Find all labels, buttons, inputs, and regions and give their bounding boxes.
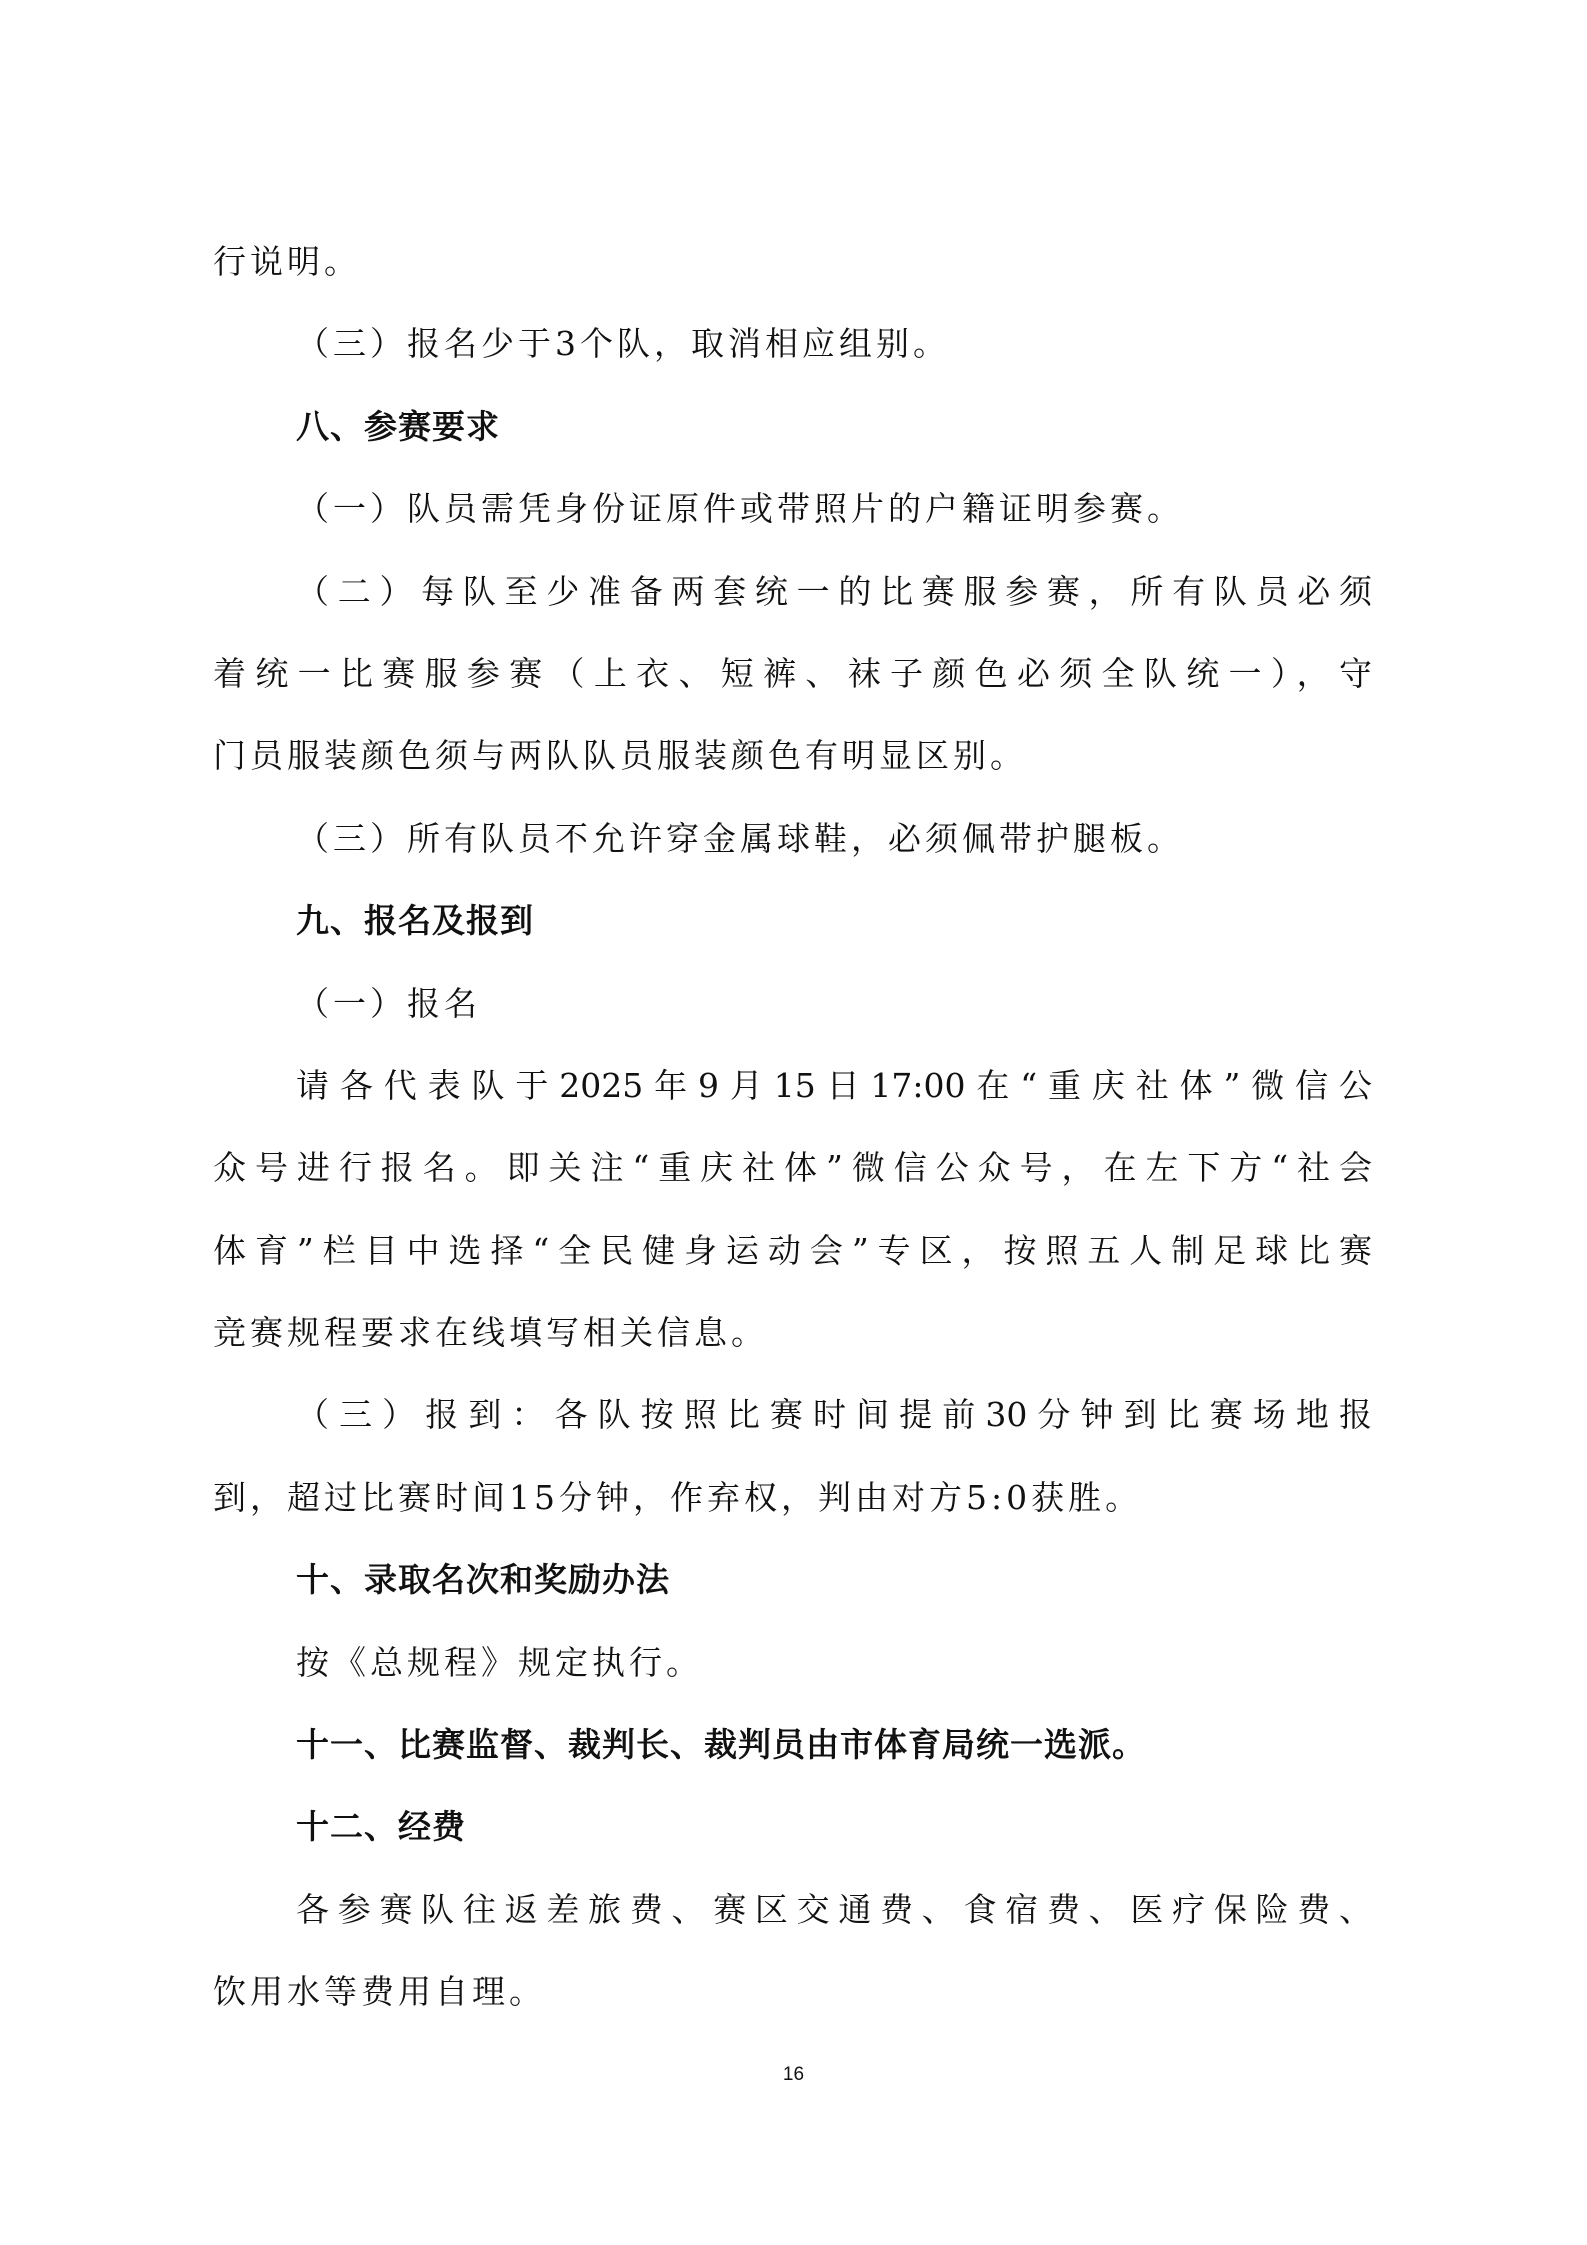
paragraph-line: 着统一比赛服参赛（上衣、短裤、袜子颜色必须全队统一），守 [213,653,1372,693]
paragraph-line: 门员服装颜色须与两队队员服装颜色有明显区别。 [213,736,1027,776]
paragraph-line: （一）队员需凭身份证原件或带照片的户籍证明参赛。 [296,489,1184,529]
section-heading: 十二、经费 [296,1807,466,1847]
paragraph-line: （二）每队至少准备两套统一的比赛服参赛，所有队员必须 [296,571,1372,611]
paragraph-line: 饮用水等费用自理。 [213,1972,546,2012]
section-heading: 十一、比赛监督、裁判长、裁判员由市体育局统一选派。 [296,1725,1146,1765]
paragraph-line: 到，超过比赛时间15分钟，作弃权，判由对方5:0获胜。 [213,1477,1143,1517]
document-body [213,221,1372,2034]
paragraph-line: 按《总规程》规定执行。 [296,1642,703,1682]
paragraph-line: 请各代表队于2025年9月15日17:00在“重庆社体”微信公 [296,1065,1372,1105]
paragraph-line: （三）报到：各队按照比赛时间提前30分钟到比赛场地报 [296,1395,1372,1435]
section-heading: 八、参赛要求 [296,406,500,446]
paragraph-line: （一）报名 [296,983,481,1023]
section-heading: 九、报名及报到 [296,901,534,941]
paragraph-line: 体育”栏目中选择“全民健身运动会”专区，按照五人制足球比赛 [213,1230,1372,1270]
section-heading: 十、录取名次和奖励办法 [296,1560,670,1600]
paragraph-line: 众号进行报名。即关注“重庆社体”微信公众号，在左下方“社会 [213,1148,1372,1188]
paragraph-line: （三）所有队员不允许穿金属球鞋，必须佩带护腿板。 [296,818,1184,858]
paragraph-line: 行说明。 [213,242,361,281]
paragraph-line: 各参赛队往返差旅费、赛区交通费、食宿费、医疗保险费、 [296,1889,1372,1929]
page-number: 16 [782,2064,805,2085]
paragraph-line: （三）报名少于3个队，取消相应组别。 [296,324,950,364]
paragraph-line: 竞赛规程要求在线填写相关信息。 [213,1313,768,1353]
